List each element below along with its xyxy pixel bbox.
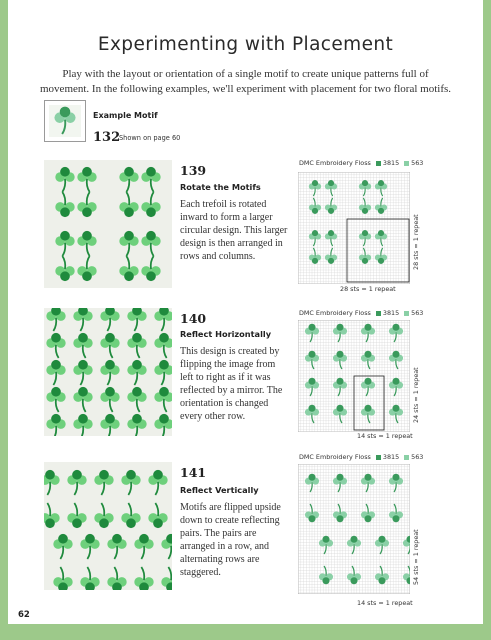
- example-motif-label: Example Motif: [93, 111, 158, 120]
- width-caption-139: 28 sts = 1 repeat: [340, 285, 396, 293]
- leaf: [99, 470, 109, 480]
- swatch-563-icon: [404, 161, 409, 166]
- leaf: [378, 258, 384, 264]
- width-caption-141: 14 sts = 1 repeat: [357, 599, 413, 607]
- leaf: [51, 414, 61, 424]
- leaf: [328, 258, 334, 264]
- legend-141: [299, 453, 423, 461]
- leaf: [82, 271, 92, 281]
- leaf: [146, 271, 156, 281]
- leaf: [312, 258, 318, 264]
- leaf: [328, 180, 334, 186]
- leaf: [132, 414, 142, 424]
- leaf: [336, 515, 343, 522]
- leaf: [350, 536, 357, 543]
- leaf: [364, 405, 371, 412]
- swatch-3815-icon: [376, 311, 381, 316]
- pattern-number-139: 139: [180, 163, 207, 178]
- legend-code-3815: 3815: [382, 453, 400, 461]
- leaf: [159, 414, 169, 424]
- leaf: [312, 208, 318, 214]
- trefoil-motif-icon: [49, 105, 81, 137]
- legend-floss-label: DMC Embroidery Floss: [299, 159, 371, 167]
- leaf: [132, 333, 142, 343]
- page-title: Experimenting with Placement: [97, 34, 394, 55]
- leaf: [105, 360, 115, 370]
- leaf: [308, 474, 315, 481]
- leaf: [364, 378, 371, 385]
- page-number: 62: [18, 610, 30, 620]
- leaf: [378, 230, 384, 236]
- pattern-number-141: 141: [180, 465, 207, 480]
- leaf: [124, 167, 134, 177]
- leaf: [45, 470, 55, 480]
- swatch-3815-icon: [376, 455, 381, 460]
- leaf: [82, 231, 92, 241]
- legend-140: [299, 309, 423, 317]
- legend-floss-label: DMC Embroidery Floss: [299, 309, 371, 317]
- legend-code-563: 563: [411, 453, 424, 461]
- leaf: [378, 536, 385, 543]
- leaf: [72, 518, 82, 528]
- leaf: [126, 518, 136, 528]
- stitched-sample-140: [44, 308, 172, 436]
- leaf: [378, 180, 384, 186]
- leaf: [146, 207, 156, 217]
- leaf: [308, 515, 315, 522]
- leaf: [58, 534, 68, 544]
- leaf: [45, 518, 55, 528]
- leaf: [362, 258, 368, 264]
- leaf: [112, 534, 122, 544]
- leaf: [336, 378, 343, 385]
- leaf: [72, 470, 82, 480]
- leaf: [105, 387, 115, 397]
- pattern-heading-140: Reflect Horizontally: [180, 329, 272, 339]
- chart-grid-140: [298, 320, 410, 432]
- example-motif-thumbnail: [44, 100, 86, 142]
- leaf: [364, 474, 371, 481]
- swatch-563-icon: [404, 455, 409, 460]
- height-caption-139: 28 sts = 1 repeat: [412, 214, 420, 270]
- leaf: [336, 351, 343, 358]
- pattern-description-141: Motifs are flipped upside down to create reflecting pairs. The pairs are arranged in a row, and alternating rows are staggered.: [180, 502, 281, 578]
- leaf: [78, 333, 88, 343]
- leaf: [312, 180, 318, 186]
- leaf: [308, 378, 315, 385]
- leaf: [392, 515, 399, 522]
- leaf: [124, 207, 134, 217]
- height-caption-141: 54 sts = 1 repeat: [412, 529, 420, 585]
- leaf: [350, 577, 357, 584]
- leaf: [336, 324, 343, 331]
- leaf: [82, 207, 92, 217]
- leaf: [146, 231, 156, 241]
- pattern-number-140: 140: [180, 311, 207, 326]
- leaf: [392, 474, 399, 481]
- leaf: [146, 167, 156, 177]
- leaf: [82, 167, 92, 177]
- leaf: [328, 230, 334, 236]
- leaf: [124, 271, 134, 281]
- leaf: [159, 333, 169, 343]
- legend-code-3815: 3815: [382, 309, 400, 317]
- leaf: [159, 387, 169, 397]
- leaf: [132, 387, 142, 397]
- leaf: [126, 470, 136, 480]
- leaf: [308, 405, 315, 412]
- leaf: [312, 230, 318, 236]
- leaf: [60, 207, 70, 217]
- leaf: [159, 360, 169, 370]
- leaf: [132, 360, 142, 370]
- leaf: [392, 405, 399, 412]
- leaf: [322, 536, 329, 543]
- leaf: [139, 534, 149, 544]
- leaf: [362, 230, 368, 236]
- leaf: [105, 414, 115, 424]
- leaf: [78, 360, 88, 370]
- leaf: [378, 208, 384, 214]
- chart-grid-141: [298, 464, 410, 594]
- example-motif-number: 132: [93, 130, 121, 145]
- stitched-sample-139: [44, 160, 172, 288]
- leaf: [364, 324, 371, 331]
- leaf: [378, 577, 385, 584]
- leaf: [308, 324, 315, 331]
- leaf: [78, 414, 88, 424]
- leaf: [308, 351, 315, 358]
- leaf: [392, 324, 399, 331]
- legend-code-3815: 3815: [382, 159, 400, 167]
- leaf: [51, 387, 61, 397]
- leaf: [364, 515, 371, 522]
- swatch-3815-icon: [376, 161, 381, 166]
- example-motif-reference: Shown on page 60: [119, 134, 181, 142]
- intro-paragraph: Play with the layout or orientation of a single motif to create unique patterns full of movement. In the following examples, we'll experiment with placement for two floral motifs.: [40, 68, 452, 95]
- leaf: [336, 405, 343, 412]
- height-caption-140: 24 sts = 1 repeat: [412, 367, 420, 423]
- width-caption-140: 14 sts = 1 repeat: [357, 432, 413, 440]
- leaf: [60, 231, 70, 241]
- leaf: [364, 351, 371, 358]
- leaf: [328, 208, 334, 214]
- leaf: [322, 577, 329, 584]
- swatch-563-icon: [404, 311, 409, 316]
- leaf: [105, 333, 115, 343]
- leaf: [51, 333, 61, 343]
- leaf: [60, 167, 70, 177]
- chart-grid-139: [298, 172, 410, 284]
- leaf: [78, 387, 88, 397]
- pattern-heading-139: Rotate the Motifs: [180, 182, 261, 192]
- leaf: [124, 231, 134, 241]
- legend-code-563: 563: [411, 159, 424, 167]
- leaf: [336, 474, 343, 481]
- leaf: [60, 107, 71, 118]
- leaf: [85, 534, 95, 544]
- leaf: [362, 208, 368, 214]
- leaf: [392, 351, 399, 358]
- leaf: [60, 271, 70, 281]
- pattern-description-139: Each trefoil is rotated inward to form a larger circular design. This larger design is then arranged in rows and columns.: [180, 199, 288, 262]
- pattern-heading-141: Reflect Vertically: [180, 485, 259, 495]
- stitched-sample-141: [44, 462, 172, 590]
- leaf: [153, 470, 163, 480]
- pattern-description-140: This design is created by flipping the image from left to right as if it was reflected by a mirror. The orientation is changed every other row.: [180, 346, 283, 422]
- leaf: [392, 378, 399, 385]
- leaf: [153, 518, 163, 528]
- legend-139: [299, 159, 423, 167]
- legend-floss-label: DMC Embroidery Floss: [299, 453, 371, 461]
- leaf: [99, 518, 109, 528]
- legend-code-563: 563: [411, 309, 424, 317]
- leaf: [51, 360, 61, 370]
- leaf: [362, 180, 368, 186]
